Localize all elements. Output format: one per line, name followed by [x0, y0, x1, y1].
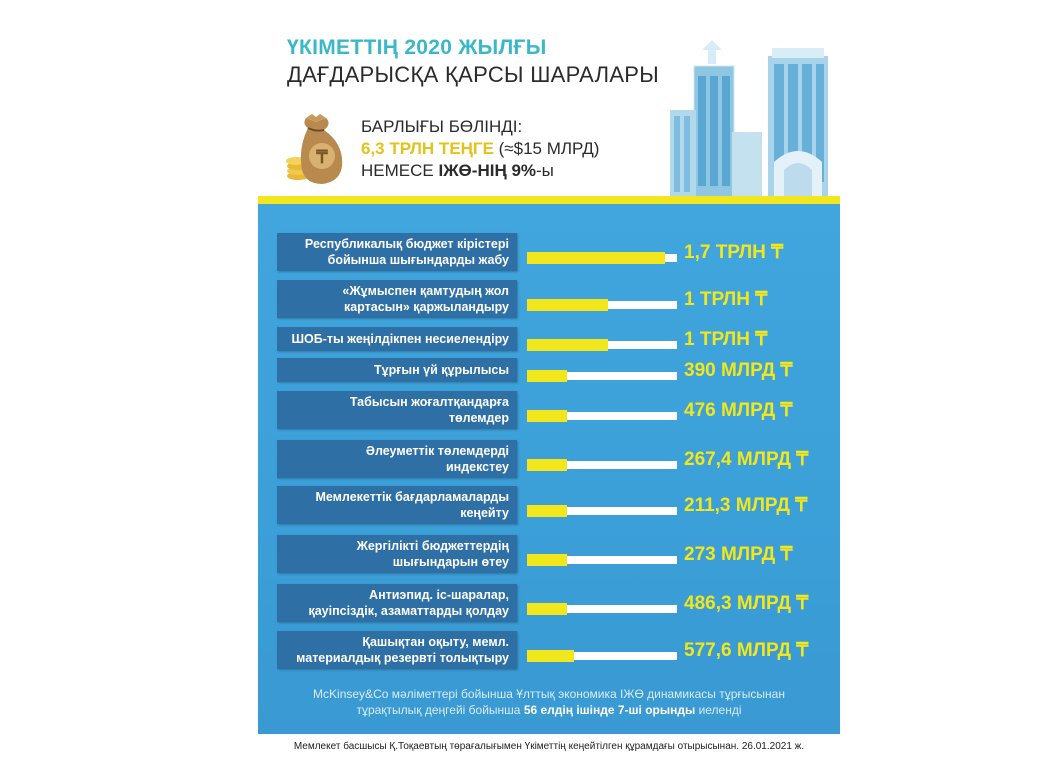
- total-amount: 6,3 ТРЛН ТЕҢГЕ: [361, 139, 494, 158]
- footnote-rank: 56 елдің ішінде 7-ші орынды: [523, 703, 696, 717]
- bar-label-line-2: шығындарын өтеу: [392, 555, 509, 569]
- footnote-line-2-suffix: иеленді: [695, 703, 742, 717]
- total-line-3: [361, 161, 554, 181]
- total-line-3-prefix: НЕМЕСЕ: [361, 161, 439, 180]
- bar-label-line-2: индекстеу: [445, 460, 509, 474]
- total-gdp-share: ІЖӨ-НІҢ 9%: [438, 161, 537, 180]
- bar-value-label: 390 МЛРД ₸: [684, 360, 793, 381]
- footnote: [258, 686, 840, 718]
- source-caption: Мемлекет басшысы Қ.Тоқаевтың төрағалығымен Үкіметтің кеңейтілген құрамдағы отырысынан. 26.01.2021 ж.: [293, 741, 805, 752]
- bar-label-line-1: Мемлекеттік бағдарламаларды: [315, 490, 509, 504]
- bar-label-line-2: материалдық резервті толықтыру: [296, 651, 509, 665]
- bar-label-line-1: Қашықтан оқыту, мемл.: [362, 635, 509, 649]
- bar-track: [527, 652, 677, 660]
- bar-label-line-2: бойынша шығындарды жабу: [327, 253, 509, 267]
- bar-label-line-1: ШОБ-ты жеңілдікпен несиелендіру: [291, 332, 509, 346]
- bar: [527, 410, 567, 422]
- bar-label-line-1: Республикалық бюджет кірістері: [304, 237, 509, 251]
- bar-value-label: 476 МЛРД ₸: [684, 400, 793, 421]
- bar-label-line-2: төлемдер: [448, 411, 509, 425]
- bar-label: [277, 391, 517, 429]
- total-usd: (≈$15 МЛРД): [493, 139, 600, 158]
- bar: [527, 459, 567, 471]
- bar-label-line-2: қауіпсіздік, азаматтарды қолдау: [308, 604, 509, 618]
- bar: [527, 299, 608, 311]
- bar-label-line-2: картасын» қаржыландыру: [343, 300, 509, 314]
- bar-label-line-1: Табысын жоғалтқандарға: [349, 395, 509, 409]
- footnote-line-2: [258, 702, 840, 718]
- footnote-line-2-prefix: тұрақтылық деңгейі бойынша: [356, 703, 524, 717]
- bar-label: [277, 631, 517, 669]
- bar-value-label: 273 МЛРД ₸: [684, 544, 793, 565]
- svg-text:₸: ₸: [316, 147, 328, 167]
- bar: [527, 505, 567, 517]
- bar-label: [277, 486, 517, 524]
- bar-track: [527, 254, 677, 262]
- bar: [527, 252, 665, 264]
- bar-value-label: 1 ТРЛН ₸: [684, 329, 768, 350]
- bar-label-line-1: Жергілікті бюджеттердің: [356, 539, 509, 553]
- bar-track: [527, 605, 677, 613]
- total-line-2: [361, 139, 599, 159]
- bar-track: [527, 556, 677, 564]
- bar-track: [527, 412, 677, 420]
- bar-label: [277, 280, 517, 318]
- bar-label: [277, 440, 517, 478]
- bar-value-label: 577,6 МЛРД ₸: [684, 640, 809, 661]
- bar: [527, 339, 608, 351]
- bar-value-label: 267,4 МЛРД ₸: [684, 449, 809, 470]
- total-line-3-suffix: -ы: [536, 161, 554, 180]
- bar-track: [527, 372, 677, 380]
- bar-label-line-1: Әлеуметтік төлемдерді: [365, 444, 509, 458]
- yellow-divider: [258, 196, 840, 204]
- total-line-1: БАРЛЫҒЫ БӨЛІНДІ:: [361, 117, 523, 136]
- bar-track: [527, 341, 677, 349]
- bar-label: [277, 584, 517, 622]
- buildings-illustration: [664, 36, 836, 198]
- bar-label-line-1: Тұрғын үй құрылысы: [374, 363, 509, 377]
- bar-value-label: 1 ТРЛН ₸: [684, 289, 768, 310]
- bar: [527, 650, 574, 662]
- bar-track: [527, 507, 677, 515]
- title-line-1: ҮКІМЕТТІҢ 2020 ЖЫЛҒЫ: [287, 36, 547, 59]
- bar-label-line-2: кеңейту: [460, 506, 509, 520]
- bar-label: [277, 358, 517, 382]
- bar: [527, 554, 567, 566]
- bar-label: [277, 233, 517, 271]
- bar-value-label: 486,3 МЛРД ₸: [684, 593, 809, 614]
- bar-label: [277, 327, 517, 351]
- footnote-line-1: McKinsey&Co мәліметтері бойынша Ұлттық экономика ІЖӨ динамикасы тұрғысынан: [313, 687, 785, 701]
- bar: [527, 603, 567, 615]
- bar: [527, 370, 567, 382]
- money-bag-icon: [284, 108, 354, 188]
- bar-value-label: 211,3 МЛРД ₸: [684, 495, 808, 516]
- title-line-2: ДАҒДАРЫСҚА ҚАРСЫ ШАРАЛАРЫ: [287, 62, 660, 87]
- bar-label-line-1: Антиэпид. іс-шаралар,: [369, 588, 509, 602]
- bar-track: [527, 301, 677, 309]
- bar-label-line-1: «Жұмыспен қамтудың жол: [342, 284, 509, 298]
- bar-track: [527, 461, 677, 469]
- bar-label: [277, 535, 517, 573]
- bar-value-label: 1,7 ТРЛН ₸: [684, 242, 784, 263]
